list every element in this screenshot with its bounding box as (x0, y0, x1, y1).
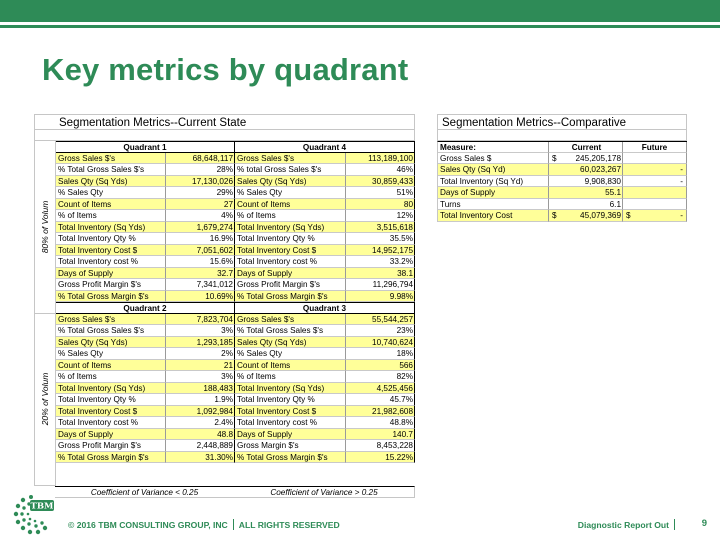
metric-value: 31.30% (166, 452, 235, 464)
metric-value: 8,453,228 (346, 440, 415, 452)
metric-value: 15.6% (166, 256, 235, 268)
table-row (56, 291, 415, 303)
current-value: 245,205,178 (575, 153, 621, 163)
metric-label: Total Inventory Cost $ (56, 406, 166, 418)
table-row (56, 176, 415, 188)
top-rule (0, 25, 720, 28)
measure-label: Turns (438, 199, 549, 211)
metric-label: Total Inventory Cost $ (235, 245, 346, 257)
comparative-row (437, 210, 687, 222)
metric-label: % total Gross Sales $'s (235, 164, 346, 176)
metric-value: 188,483 (166, 383, 235, 395)
measure-label: Total Inventory (Sq Yd) (438, 176, 549, 188)
metric-value: 68,648,117 (166, 153, 235, 165)
metric-value: 2,448,889 (166, 440, 235, 452)
metric-label: Total Inventory Cost $ (56, 245, 166, 257)
metric-value: 1,679,274 (166, 222, 235, 234)
report-name: Diagnostic Report Out (577, 520, 669, 530)
metric-label: % of Items (235, 210, 346, 222)
future-value: - (680, 211, 683, 220)
metric-label: Total Inventory (Sq Yds) (56, 383, 166, 395)
future-value-cell (623, 153, 687, 165)
quadrant-title: Quadrant 1 (56, 141, 235, 153)
tbm-logo-icon (10, 492, 56, 536)
table-row (56, 406, 415, 418)
future-value: - (680, 165, 683, 174)
table-row (56, 210, 415, 222)
metric-label: Gross Profit Margin $'s (235, 279, 346, 291)
footer-divider (233, 519, 234, 530)
metric-label: Total Inventory Qty % (235, 394, 346, 406)
future-value-cell (623, 164, 687, 176)
side-label-bottom: 20% of Volum (40, 372, 50, 426)
measure-label: Sales Qty (Sq Yd) (438, 164, 549, 176)
coefficient-right: Coefficient of Variance > 0.25 (270, 488, 378, 497)
metric-label: Count of Items (56, 199, 166, 211)
metric-value: 48.8% (346, 417, 415, 429)
metric-value: 10.69% (166, 291, 235, 303)
metric-label: Days of Supply (235, 268, 346, 280)
metric-value: 30,859,433 (346, 176, 415, 188)
metric-label: Total Inventory cost % (56, 256, 166, 268)
metric-label: Gross Profit Margin $'s (56, 440, 166, 452)
metric-value: 82% (346, 371, 415, 383)
metric-value: 11,296,794 (346, 279, 415, 291)
metric-value: 7,823,704 (166, 314, 235, 326)
metric-label: Gross Sales $'s (56, 153, 166, 165)
metric-label: Gross Sales $'s (56, 314, 166, 326)
current-value-cell (549, 164, 623, 176)
metric-value: 35.5% (346, 233, 415, 245)
metric-label: % Sales Qty (56, 187, 166, 199)
future-value-cell (623, 176, 687, 188)
table-row (56, 245, 415, 257)
metric-label: Gross Profit Margin $'s (56, 279, 166, 291)
metric-value: 46% (346, 164, 415, 176)
comparative-table (437, 114, 687, 222)
table-row (56, 233, 415, 245)
table-row (56, 348, 415, 360)
metric-value: 1.9% (166, 394, 235, 406)
current-value: 45,079,369 (580, 211, 621, 220)
metric-label: Gross Margin $'s (235, 440, 346, 452)
future-value: - (680, 176, 683, 186)
table-row (56, 371, 415, 383)
metric-label: Total Inventory Qty % (235, 233, 346, 245)
metric-label: Days of Supply (235, 429, 346, 441)
metric-value: 48.8 (166, 429, 235, 441)
metric-value: 38.1 (346, 268, 415, 280)
metric-label: Total Inventory cost % (235, 256, 346, 268)
table-row (56, 429, 415, 441)
metric-label: Total Inventory Qty % (56, 233, 166, 245)
current-value: 60,023,267 (580, 165, 621, 174)
metric-label: % Total Gross Margin $'s (235, 291, 346, 303)
current-value-cell (549, 153, 623, 165)
current-value-cell (549, 210, 623, 222)
metric-value: 23% (346, 325, 415, 337)
metric-label: Sales Qty (Sq Yds) (56, 337, 166, 349)
metric-value: 17,130,026 (166, 176, 235, 188)
current-header: Current (549, 142, 623, 153)
quadrant-grid (34, 141, 415, 486)
metric-label: Total Inventory (Sq Yds) (56, 222, 166, 234)
metric-label: % Total Gross Margin $'s (235, 452, 346, 464)
table-row (56, 314, 415, 326)
metric-label: % of Items (56, 371, 166, 383)
currency-symbol: $ (552, 153, 557, 163)
metric-label: % Sales Qty (235, 187, 346, 199)
metric-label: Sales Qty (Sq Yds) (235, 176, 346, 188)
top-band (0, 0, 720, 22)
comparative-row (437, 153, 687, 165)
metric-value: 566 (346, 360, 415, 372)
currency-symbol: $ (552, 211, 557, 220)
current-state-title: Segmentation Metrics--Current State (34, 114, 415, 130)
volume-side-labels (35, 141, 56, 486)
metric-value: 28% (166, 164, 235, 176)
metric-value: 2% (166, 348, 235, 360)
measure-label: Days of Supply (438, 187, 549, 199)
side-label-box-bottom (35, 314, 55, 487)
metric-label: % Total Gross Margin $'s (56, 291, 166, 303)
measure-label: Total Inventory Cost (438, 210, 549, 222)
page-number: 9 (701, 518, 707, 529)
metric-value: 51% (346, 187, 415, 199)
metric-label: Count of Items (56, 360, 166, 372)
comparative-row (437, 199, 687, 211)
metric-value: 2.4% (166, 417, 235, 429)
metric-label: Days of Supply (56, 268, 166, 280)
metric-value: 55,544,257 (346, 314, 415, 326)
spacer-row (34, 130, 415, 141)
metric-value: 16.9% (166, 233, 235, 245)
comparative-header-row (437, 141, 687, 153)
metric-value: 113,189,100 (346, 153, 415, 165)
coefficient-left: Coefficient of Variance < 0.25 (90, 488, 199, 497)
metric-value: 15.22% (346, 452, 415, 464)
metric-value: 1,092,984 (166, 406, 235, 418)
metric-value: 7,341,012 (166, 279, 235, 291)
metric-label: Sales Qty (Sq Yds) (235, 337, 346, 349)
quadrant-header-row (56, 141, 415, 153)
comparative-row (437, 176, 687, 188)
metric-value: 45.7% (346, 394, 415, 406)
metric-value: 14,952,175 (346, 245, 415, 257)
current-value: 6.1 (609, 199, 621, 209)
table-row (56, 440, 415, 452)
metric-label: Count of Items (235, 360, 346, 372)
metric-label: Count of Items (235, 199, 346, 211)
table-row (56, 268, 415, 280)
quadrant-title: Quadrant 4 (235, 141, 415, 153)
table-row (56, 325, 415, 337)
measure-label: Gross Sales $ (438, 153, 549, 165)
future-value-cell (623, 210, 687, 222)
current-value-cell (549, 187, 623, 199)
metric-value: 7,051,602 (166, 245, 235, 257)
quadrant-header-row (56, 302, 415, 314)
metric-value: 32.7 (166, 268, 235, 280)
side-label-top: 80% of Volum (40, 200, 50, 254)
metric-value: 27 (166, 199, 235, 211)
svg-text:TBM: TBM (30, 501, 54, 512)
current-value-cell (549, 199, 623, 211)
spacer-row (437, 130, 687, 141)
table-row (56, 222, 415, 234)
metric-value: 9.98% (346, 291, 415, 303)
metric-value: 4,525,456 (346, 383, 415, 395)
metric-label: % Total Gross Sales $'s (56, 164, 166, 176)
metric-label: % of Items (56, 210, 166, 222)
metric-label: Total Inventory cost % (56, 417, 166, 429)
metric-label: Total Inventory (Sq Yds) (235, 222, 346, 234)
metric-label: Sales Qty (Sq Yds) (56, 176, 166, 188)
current-value: 9,908,830 (584, 176, 621, 186)
current-value: 55.1 (605, 188, 621, 197)
rights-text: ALL RIGHTS RESERVED (238, 520, 340, 530)
footer-copyright (68, 519, 340, 530)
table-row (56, 164, 415, 176)
future-value-cell (623, 187, 687, 199)
table-row (56, 256, 415, 268)
metric-label: Total Inventory cost % (235, 417, 346, 429)
table-row (56, 153, 415, 165)
comparative-title: Segmentation Metrics--Comparative (437, 114, 687, 130)
footer-divider (674, 519, 675, 530)
metric-value: 18% (346, 348, 415, 360)
metric-label: Gross Sales $'s (235, 314, 346, 326)
metric-label: Total Inventory (Sq Yds) (235, 383, 346, 395)
quadrant-tables (56, 141, 415, 486)
quadrant-title: Quadrant 3 (235, 302, 415, 314)
coefficient-row (55, 486, 415, 498)
metric-label: Gross Sales $'s (235, 153, 346, 165)
metric-value: 80 (346, 199, 415, 211)
metric-label: % Sales Qty (235, 348, 346, 360)
metric-value: 140.7 (346, 429, 415, 441)
comparative-row (437, 187, 687, 199)
table-row (56, 394, 415, 406)
current-value-cell (549, 176, 623, 188)
metric-value: 4% (166, 210, 235, 222)
future-header: Future (623, 142, 687, 153)
copyright-text: © 2016 TBM CONSULTING GROUP, INC (68, 520, 228, 530)
table-row (56, 360, 415, 372)
metric-label: % Total Gross Margin $'s (56, 452, 166, 464)
side-label-box-top (35, 141, 55, 314)
metric-label: Total Inventory Qty % (56, 394, 166, 406)
table-row (56, 383, 415, 395)
current-state-table (34, 114, 415, 498)
table-row (56, 452, 415, 464)
measure-header: Measure: (438, 142, 549, 153)
metric-value: 3% (166, 325, 235, 337)
page-title: Key metrics by quadrant (42, 52, 409, 87)
metric-label: Total Inventory Cost $ (235, 406, 346, 418)
table-row (56, 199, 415, 211)
metric-label: % Total Gross Sales $'s (56, 325, 166, 337)
metric-value: 3,515,618 (346, 222, 415, 234)
metric-value: 21 (166, 360, 235, 372)
metric-label: % Sales Qty (56, 348, 166, 360)
currency-symbol: $ (626, 211, 631, 220)
comparative-row (437, 164, 687, 176)
metric-label: % of Items (235, 371, 346, 383)
comparative-rows (437, 153, 687, 222)
table-row (56, 187, 415, 199)
metric-value: 3% (166, 371, 235, 383)
metric-label: % Total Gross Sales $'s (235, 325, 346, 337)
metric-value: 10,740,624 (346, 337, 415, 349)
metric-value: 33.2% (346, 256, 415, 268)
quadrant-title: Quadrant 2 (56, 302, 235, 314)
footer-report (578, 519, 680, 530)
metric-value: 29% (166, 187, 235, 199)
metric-value: 1,293,185 (166, 337, 235, 349)
metric-value: 12% (346, 210, 415, 222)
metric-value: 21,982,608 (346, 406, 415, 418)
metric-label: Days of Supply (56, 429, 166, 441)
table-row (56, 417, 415, 429)
table-row (56, 337, 415, 349)
table-row (56, 279, 415, 291)
future-value-cell (623, 199, 687, 211)
